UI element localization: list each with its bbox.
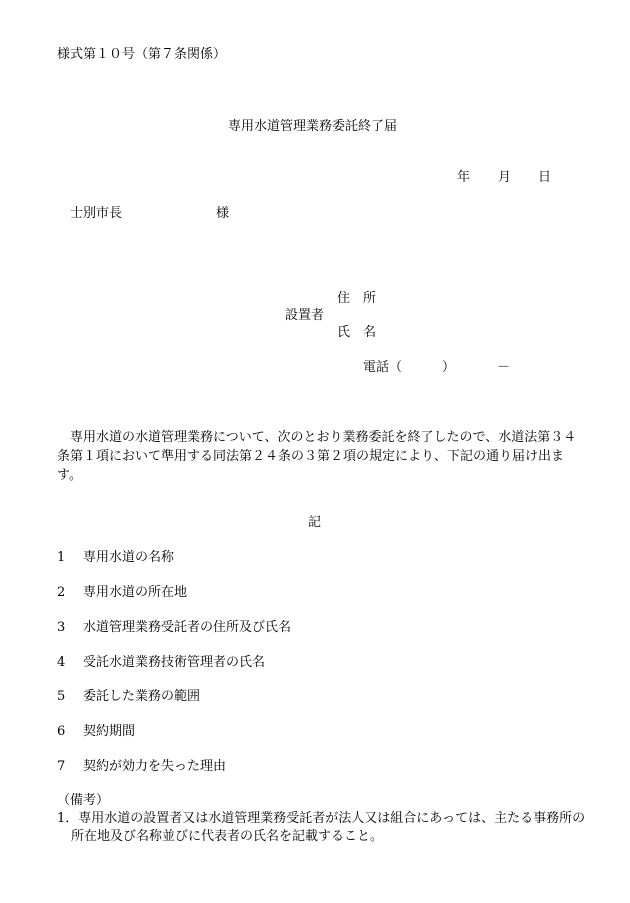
item-number: 2 — [57, 585, 66, 600]
item-text: 専用水道の名称 — [83, 550, 175, 565]
form-number: 様式第１０号（第７条関係） — [57, 47, 227, 62]
phone-dash: － — [497, 360, 511, 375]
date-month: 月 — [498, 170, 512, 185]
item-number: 7 — [57, 759, 66, 774]
document-title: 専用水道管理業務委託終了届 — [228, 119, 398, 134]
phone-close-paren: ） — [442, 360, 456, 375]
applicant-label: 設置者 — [285, 308, 325, 323]
item-number: 4 — [57, 655, 66, 670]
item-text: 契約が効力を失った理由 — [83, 759, 227, 774]
item-text: 委託した業務の範囲 — [83, 689, 201, 704]
item-text: 専用水道の所在地 — [83, 585, 188, 600]
item-number: 5 — [57, 689, 66, 704]
list-item — [57, 585, 187, 601]
remarks-heading: （備考） — [57, 793, 110, 808]
body-paragraph: 専用水道の水道管理業務について、次のとおり業務委託を終了したので、水道法第３４条第１項において準用する同法第２４条の３第２項の規定により、下記の通り届け出ます。 — [57, 430, 577, 483]
list-item — [57, 550, 174, 566]
list-item — [57, 655, 265, 671]
item-number: 3 — [57, 620, 66, 635]
remarks-note: 1．専用水道の設置者又は水道管理業務受託者が法人又は組合にあっては、主たる事務所の所在地及び名称並びに代表者の氏名を記載すること。 — [57, 811, 586, 844]
date-year: 年 — [457, 170, 471, 185]
date-day: 日 — [538, 170, 552, 185]
name-label: 氏 名 — [337, 325, 377, 340]
address-label: 住 所 — [337, 291, 377, 306]
item-text: 受託水道業務技術管理者の氏名 — [83, 655, 266, 670]
item-text: 契約期間 — [83, 724, 136, 739]
list-item — [57, 689, 200, 705]
item-number: 1 — [57, 550, 66, 565]
addressee-name: 士別市長 — [70, 206, 123, 221]
list-item — [57, 620, 291, 636]
list-item — [57, 724, 135, 740]
addressee-honorific: 様 — [216, 206, 230, 221]
phone-label: 電話（ — [363, 360, 403, 375]
list-item — [57, 759, 226, 775]
item-text: 水道管理業務受託者の住所及び氏名 — [83, 620, 292, 635]
ki-heading: 記 — [308, 515, 322, 530]
item-number: 6 — [57, 724, 66, 739]
